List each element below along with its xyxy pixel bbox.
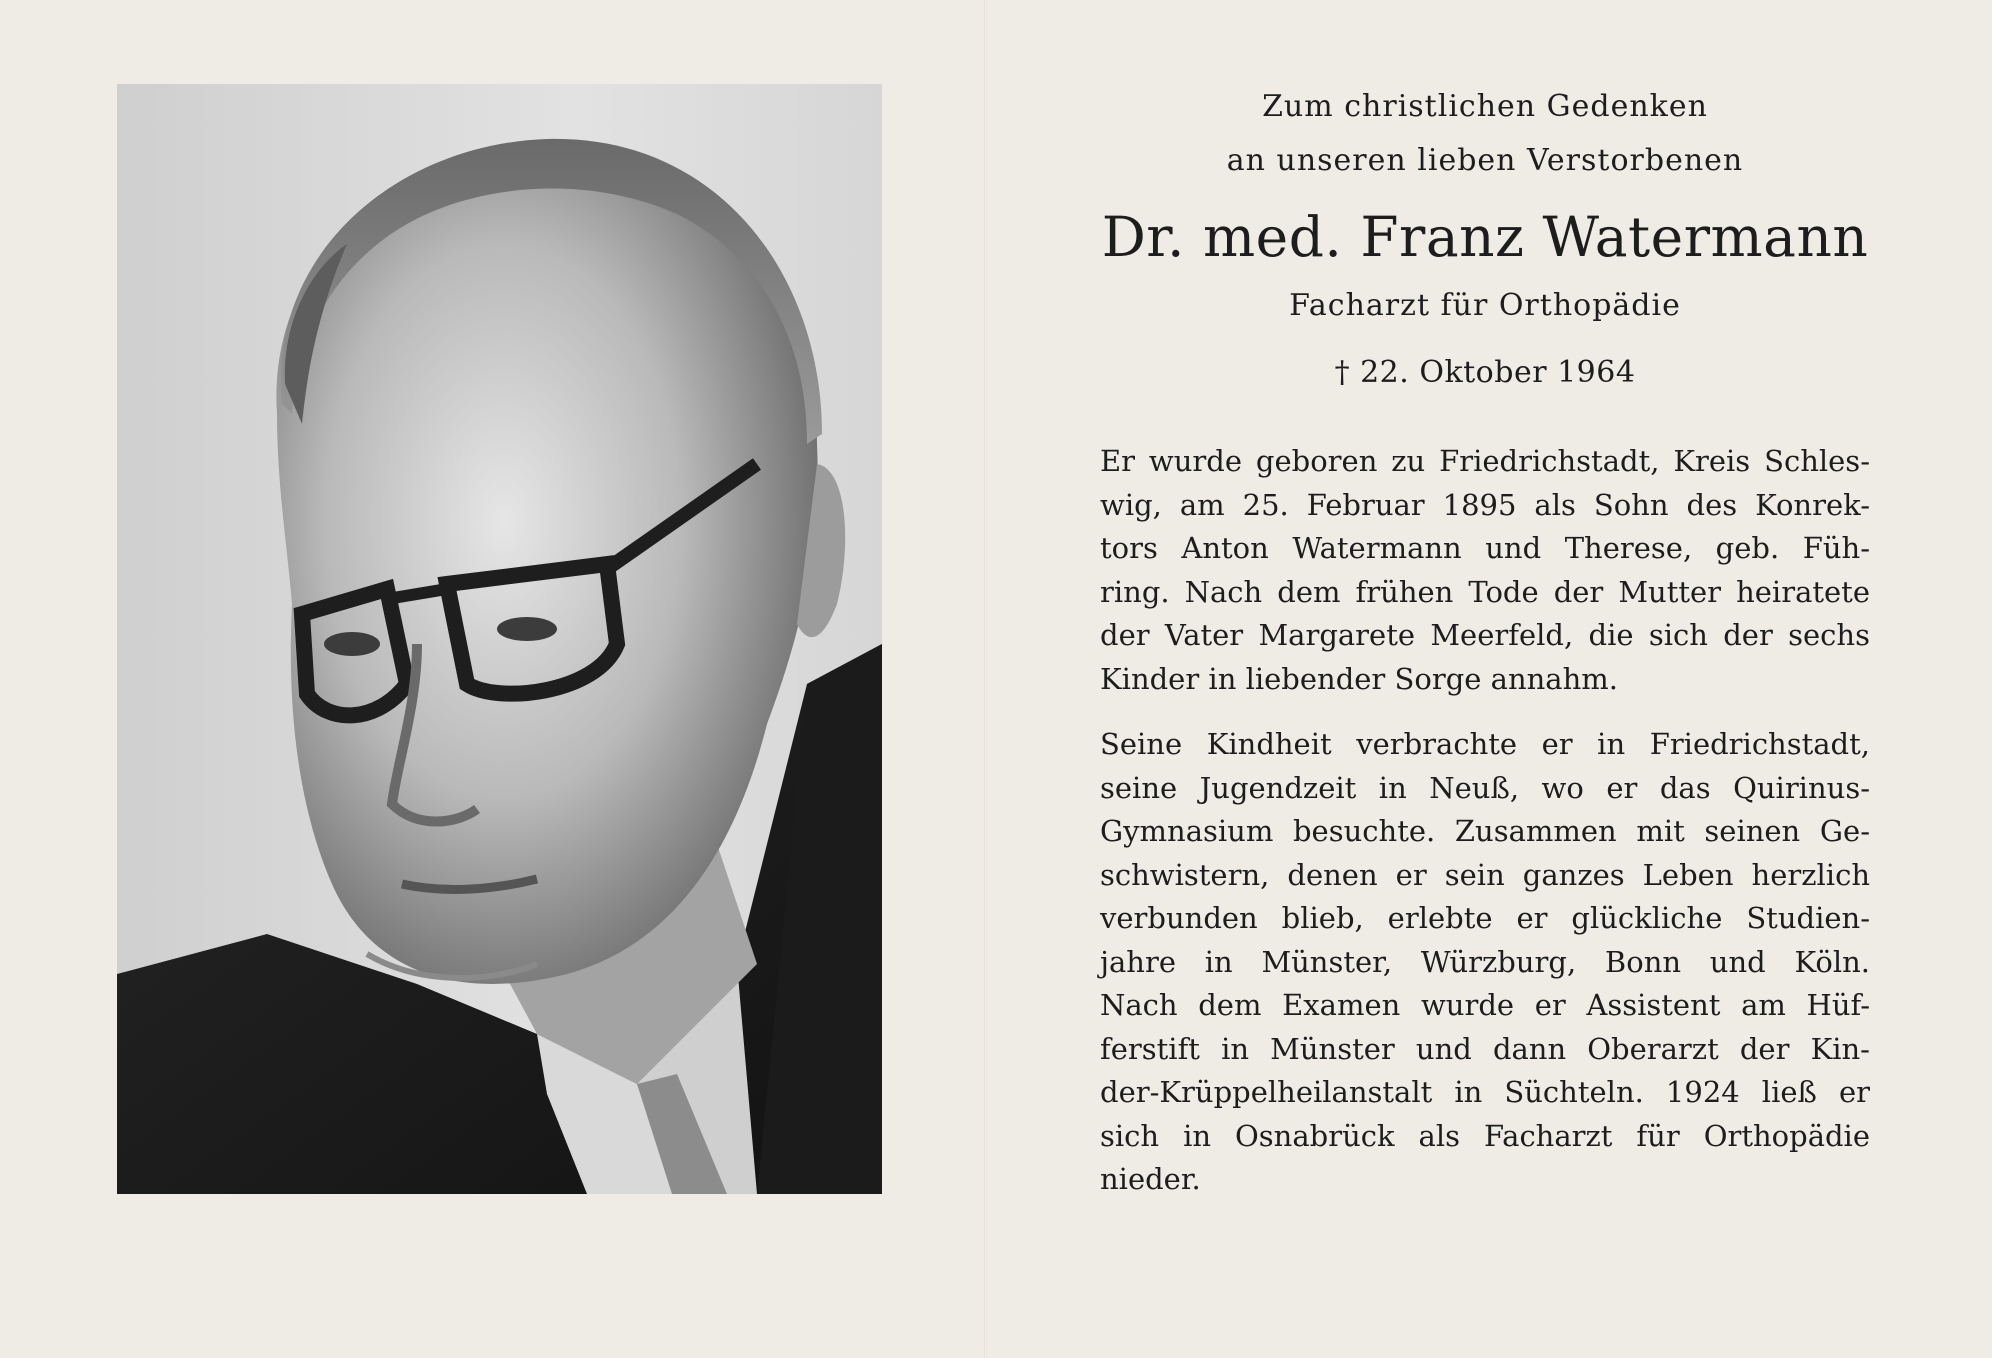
text-line: verbunden blieb, erlebte er glückliche Studien-	[1100, 901, 1870, 935]
text-line: seine Jugendzeit in Neuß, wo er das Quirinus-	[1100, 770, 1870, 805]
text-line: Kinder in liebender Sorge annahm.	[1100, 661, 1618, 696]
text-line: jahre in Münster, Würzburg, Bonn und Köln.	[1100, 944, 1870, 979]
text-line: sich in Osnabrück als Facharzt für Orthopädie	[1100, 1118, 1870, 1153]
card-fold	[984, 0, 987, 1358]
profession: Facharzt für Orthopädie	[1289, 288, 1681, 323]
text-line: Gymnasium besuchte. Zusammen mit seinen Ge-	[1100, 814, 1870, 848]
deceased-name: Dr. med. Franz Watermann	[1101, 205, 1869, 269]
text-line: der Vater Margarete Meerfeld, die sich der sechs	[1100, 618, 1870, 652]
header-line-2: an unseren lieben Verstorbenen	[1226, 143, 1744, 178]
text-line: Er wurde geboren zu Friedrichstadt, Kreis Schles-	[1100, 444, 1870, 478]
biography-paragraph-2	[1100, 723, 1870, 1202]
portrait-photo	[117, 84, 882, 1194]
death-date: † 22. Oktober 1964	[1334, 355, 1636, 390]
text-line: ferstift in Münster und dann Oberarzt der Kin-	[1100, 1031, 1870, 1066]
memorial-text	[1100, 80, 1870, 1202]
text-line: Nach dem Examen wurde er Assistent am Hüf-	[1100, 988, 1870, 1022]
text-line: ring. Nach dem frühen Tode der Mutter heiratete	[1100, 574, 1870, 609]
text-line: der-Krüppelheilanstalt in Süchteln. 1924 ließ er	[1100, 1075, 1870, 1109]
text-line: schwistern, denen er sein ganzes Leben herzlich	[1100, 857, 1870, 892]
text-line: nieder.	[1100, 1162, 1201, 1196]
text-line: wig, am 25. Februar 1895 als Sohn des Konrek-	[1100, 487, 1870, 522]
biography-paragraph-1	[1100, 440, 1870, 701]
text-line: tors Anton Watermann und Therese, geb. Füh-	[1100, 531, 1870, 565]
text-line: Seine Kindheit verbrachte er in Friedrichstadt,	[1100, 727, 1870, 761]
header-line-1: Zum christlichen Gedenken	[1262, 89, 1708, 124]
